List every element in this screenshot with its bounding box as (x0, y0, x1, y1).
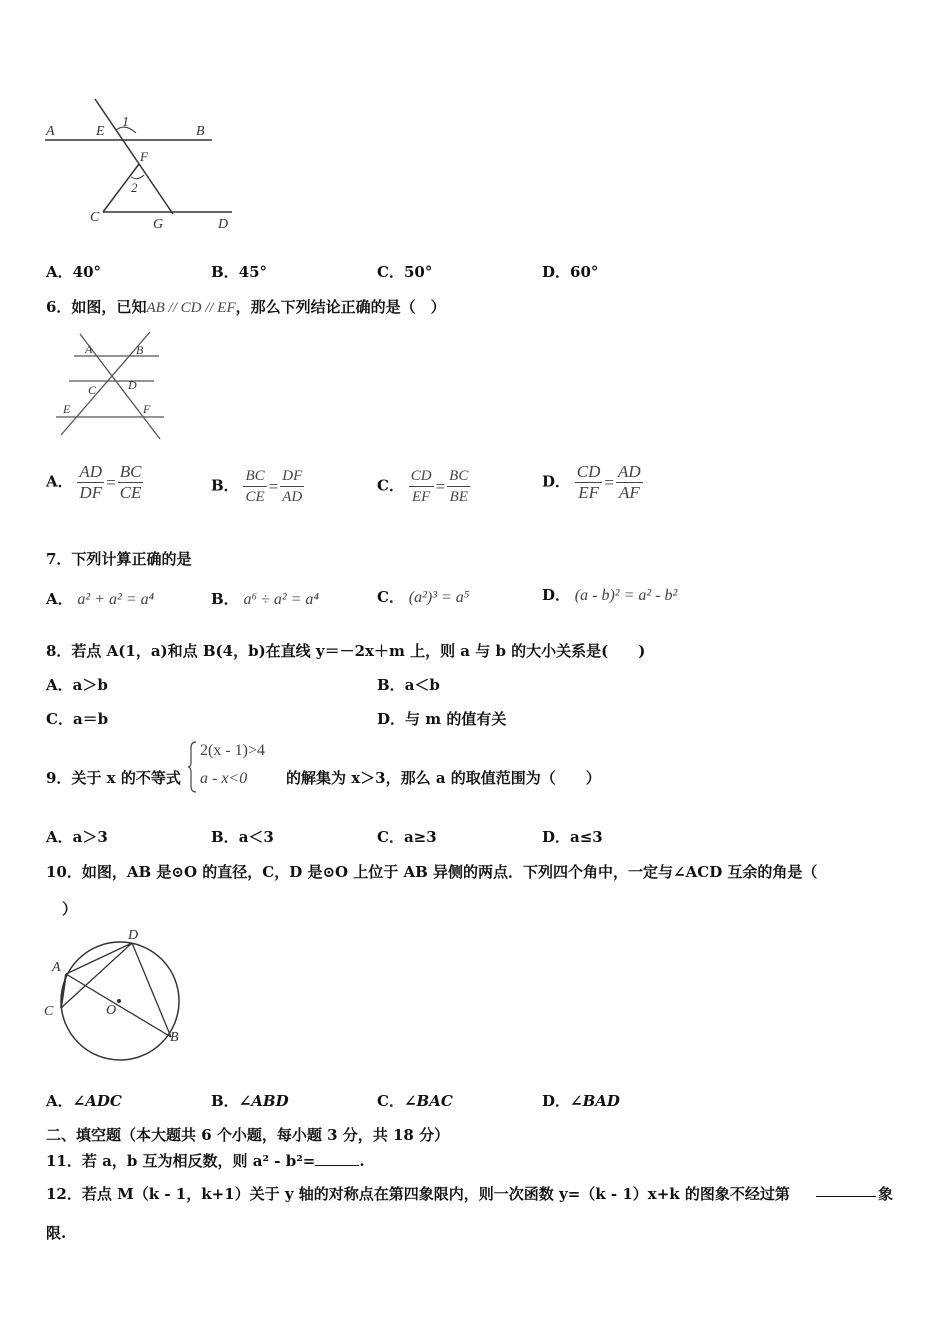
q7-option-b[interactable]: B． a⁶ ÷ a² = a⁴ (211, 590, 319, 608)
line-ab (66, 974, 171, 1037)
q6-option-a[interactable]: A． $\frac{AD}{DF}$ = $\frac{BC}{CE}$ (46, 462, 142, 502)
q8-option-d[interactable]: D．与 m 的值有关 (377, 710, 507, 728)
q8-option-c[interactable]: C．a＝b (46, 710, 109, 728)
label-b: B (136, 343, 144, 357)
line-cd (61, 943, 132, 1008)
q7-stem: 7．下列计算正确的是 (46, 550, 192, 568)
q7-option-c[interactable]: C． (a²)³ = a⁵ (377, 588, 470, 606)
q6-option-b[interactable]: B． $\frac{BC}{CE}$ = $\frac{DF}{AD}$ (211, 468, 303, 505)
label-b: B (196, 124, 205, 139)
q12-stem-line2: 限. (46, 1224, 67, 1242)
q10-stem-line2: ） (62, 900, 78, 918)
label-o: O (106, 1003, 117, 1018)
q8-stem: 8．若点 A(1，a)和点 B(4，b)在直线 y＝－2x＋m 上，则 a 与 b 的大小关系是( ) (46, 642, 646, 660)
label-1: 1 (122, 115, 129, 130)
line-db (132, 943, 171, 1037)
q6-option-c[interactable]: C． $\frac{CD}{EF}$ = $\frac{BC}{BE}$ (377, 468, 469, 505)
q8-option-b[interactable]: B．a＜b (377, 676, 440, 694)
q7-option-d[interactable]: D． (a - b)² = a² - b² (542, 586, 678, 604)
q9-suffix: 的解集为 x＞3，那么 a 的取值范围为（ ） (286, 769, 601, 787)
section-title: 二、填空题（本大题共 6 个小题，每小题 3 分，共 18 分） (46, 1126, 450, 1144)
q12-stem-line1: 12．若点 M（k - 1，k+1）关于 y 轴的对称点在第四象限内，则一次函数 y=（k - 1）x+k 的图象不经过第 (46, 1185, 790, 1203)
line-ad (66, 943, 132, 974)
center-dot (117, 999, 121, 1003)
q5-option-c[interactable]: C．50° (377, 263, 433, 281)
q10-option-d[interactable]: D．∠BAD (542, 1092, 620, 1110)
angle-2-arc (131, 175, 144, 179)
q5-figure (40, 95, 250, 235)
q5-option-b[interactable]: B．45° (211, 263, 268, 281)
q7-option-a[interactable]: A． a² + a² = a⁴ (46, 590, 155, 608)
q6-option-d[interactable]: D． $\frac{CD}{EF}$ = $\frac{AD}{AF}$ (542, 462, 641, 502)
label-d: D (218, 217, 229, 232)
label-a: A (85, 342, 93, 356)
q10-option-b[interactable]: B．∠ABD (211, 1092, 289, 1110)
label-e: E (96, 124, 105, 139)
label-c: C (44, 1004, 54, 1019)
q9-system-line1: 2(x - 1)>4 (200, 742, 266, 759)
q9-system-line2: a - x<0 (200, 770, 248, 787)
label-f: F (140, 149, 148, 164)
q10-option-a[interactable]: A．∠ADC (46, 1092, 122, 1110)
label-b: B (170, 1030, 179, 1045)
q9-option-d[interactable]: D．a≤3 (542, 828, 603, 846)
q5-option-d[interactable]: D．60° (542, 263, 599, 281)
label-c: C (90, 210, 100, 225)
q6-math: AB // CD // EF (146, 300, 236, 316)
q6-stem: 6．如图，已知AB // CD // EF，那么下列结论正确的是（ ） (46, 298, 446, 316)
label-g: G (153, 217, 164, 232)
label-e: E (63, 402, 71, 416)
label-2: 2 (131, 180, 138, 195)
q12-stem-line1-end: 象 (878, 1185, 894, 1203)
q11-answer-blank[interactable] (315, 1151, 359, 1166)
q8-option-a[interactable]: A．a＞b (46, 676, 108, 694)
label-c: C (88, 383, 97, 397)
left-brace-icon (188, 740, 198, 794)
q6-figure (44, 328, 174, 440)
label-d: D (128, 378, 137, 392)
line-eg (95, 99, 173, 214)
q9-inequality-system (188, 740, 280, 794)
q12-answer-blank[interactable] (816, 1182, 876, 1201)
label-a: A (46, 124, 55, 139)
q9-prefix: 9．关于 x 的不等式 (46, 769, 181, 787)
label-f: F (143, 402, 151, 416)
q10-figure (40, 922, 190, 1070)
q9-option-c[interactable]: C．a≥3 (377, 828, 437, 846)
q10-stem-line1: 10．如图，AB 是⊙O 的直径，C，D 是⊙O 上位于 AB 异侧的两点．下列四个角中，一定与∠ACD 互余的角是（ (46, 863, 818, 881)
q9-option-a[interactable]: A．a＞3 (46, 828, 108, 846)
q9-option-b[interactable]: B．a＜3 (211, 828, 274, 846)
label-d: D (128, 928, 139, 943)
q5-option-a[interactable]: A．40° (46, 263, 102, 281)
label-a: A (52, 960, 61, 975)
q11-stem: 11．若 a，b 互为相反数，则 a² - b²= . (46, 1152, 365, 1170)
q10-option-c[interactable]: C．∠BAC (377, 1092, 453, 1110)
